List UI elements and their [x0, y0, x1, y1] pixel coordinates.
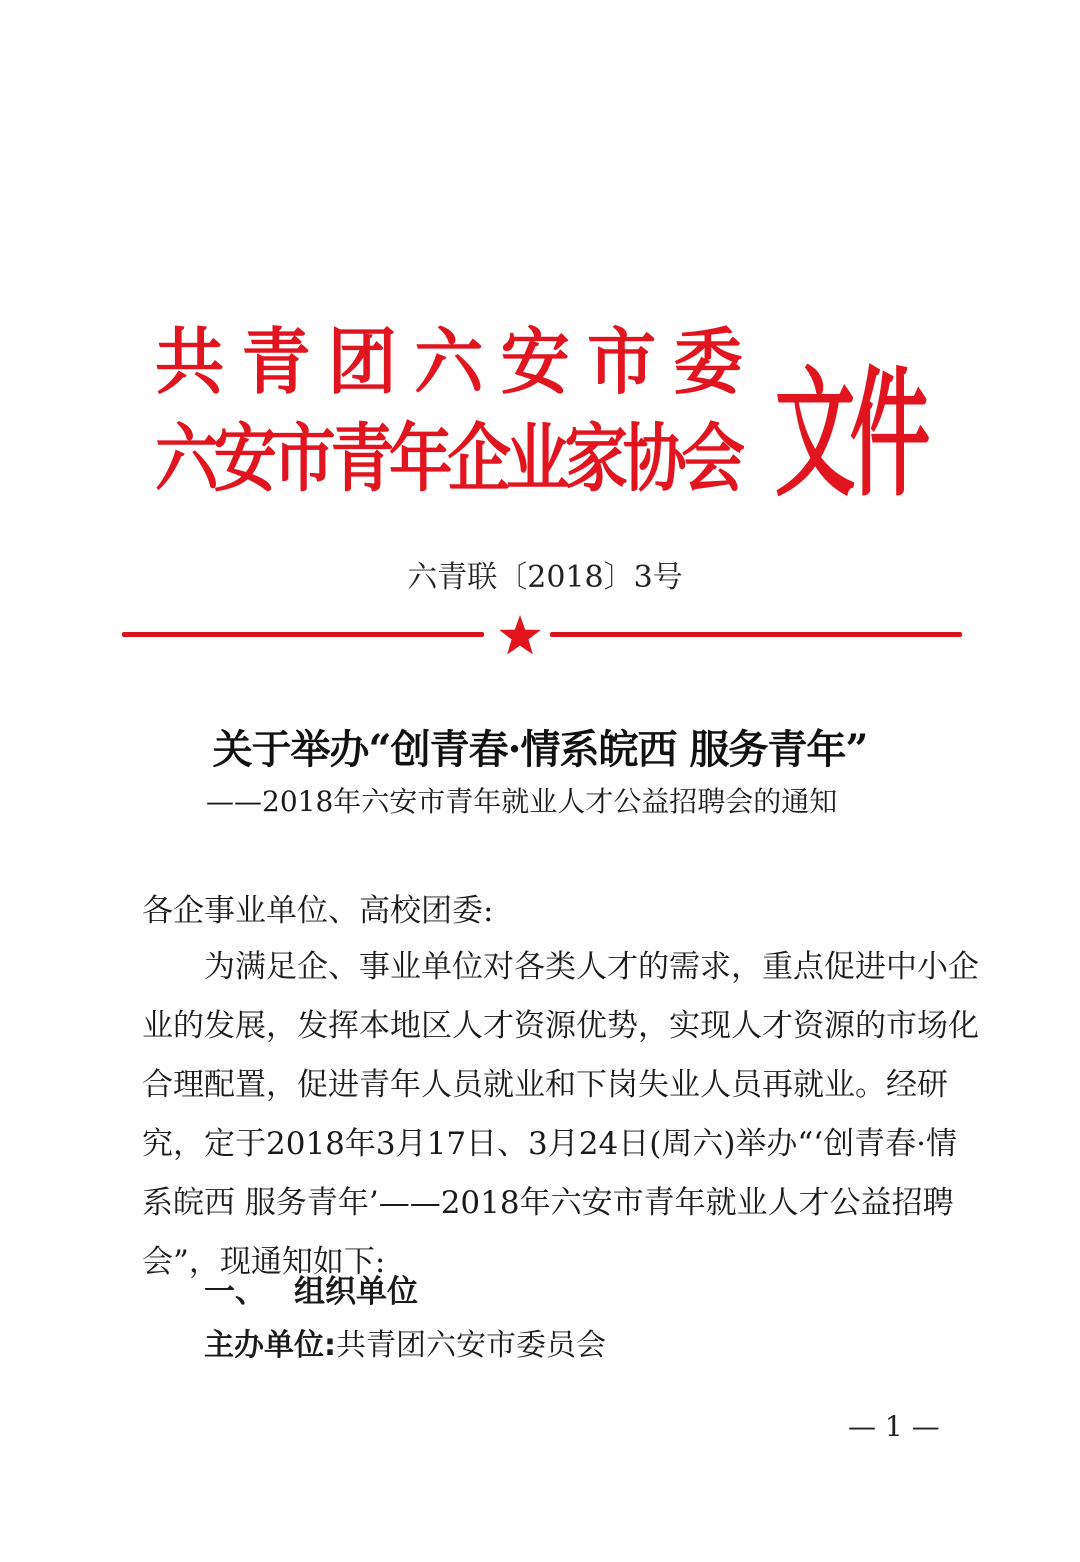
- paragraph-line: 合理配置，促进青年人员就业和下岗失业人员再就业。经研: [142, 1067, 948, 1103]
- page-number: — 1 —: [848, 1410, 940, 1443]
- paragraph-line: 究，定于2018年3月17日、3月24日(周六)举办“‘创青春·情: [142, 1126, 957, 1162]
- section-title: 组织单位: [294, 1274, 418, 1310]
- organizer-value: 共青团六安市委员会: [336, 1328, 606, 1363]
- issuer-line-2: 六安市青年企业家协会: [155, 416, 740, 502]
- paragraph-line: 系皖西 服务青年’——2018年六安市青年就业人才公益招聘: [142, 1185, 954, 1221]
- salutation: 各企事业单位、高校团委:: [142, 893, 494, 929]
- organizer-line: [204, 1320, 606, 1364]
- paragraph-line: 为满足企、事业单位对各类人才的需求，重点促进中小企: [204, 949, 979, 985]
- divider-line-left: [122, 632, 484, 637]
- organizer-label: 主办单位:: [204, 1328, 336, 1363]
- document-header: [155, 300, 935, 516]
- paragraph-line: 业的发展，发挥本地区人才资源优势，实现人才资源的市场化: [142, 1008, 979, 1044]
- document-subtitle: ——2018年六安市青年就业人才公益招聘会的通知: [206, 785, 838, 818]
- paragraph-line: 会”，现通知如下:: [142, 1244, 386, 1280]
- intro-paragraph: [142, 938, 979, 1292]
- section-number: 一、: [204, 1274, 266, 1310]
- issuer-line-1: 共青团六安市委: [155, 319, 760, 404]
- document-title: 关于举办“创青春·情系皖西 服务青年”: [212, 726, 868, 773]
- red-star-icon: [498, 614, 542, 656]
- section-heading: [204, 1266, 418, 1311]
- red-divider: [122, 620, 962, 660]
- document-number: 六青联〔2018〕3号: [407, 560, 683, 595]
- document-type-label: 文件: [775, 351, 925, 516]
- divider-line-right: [550, 632, 962, 637]
